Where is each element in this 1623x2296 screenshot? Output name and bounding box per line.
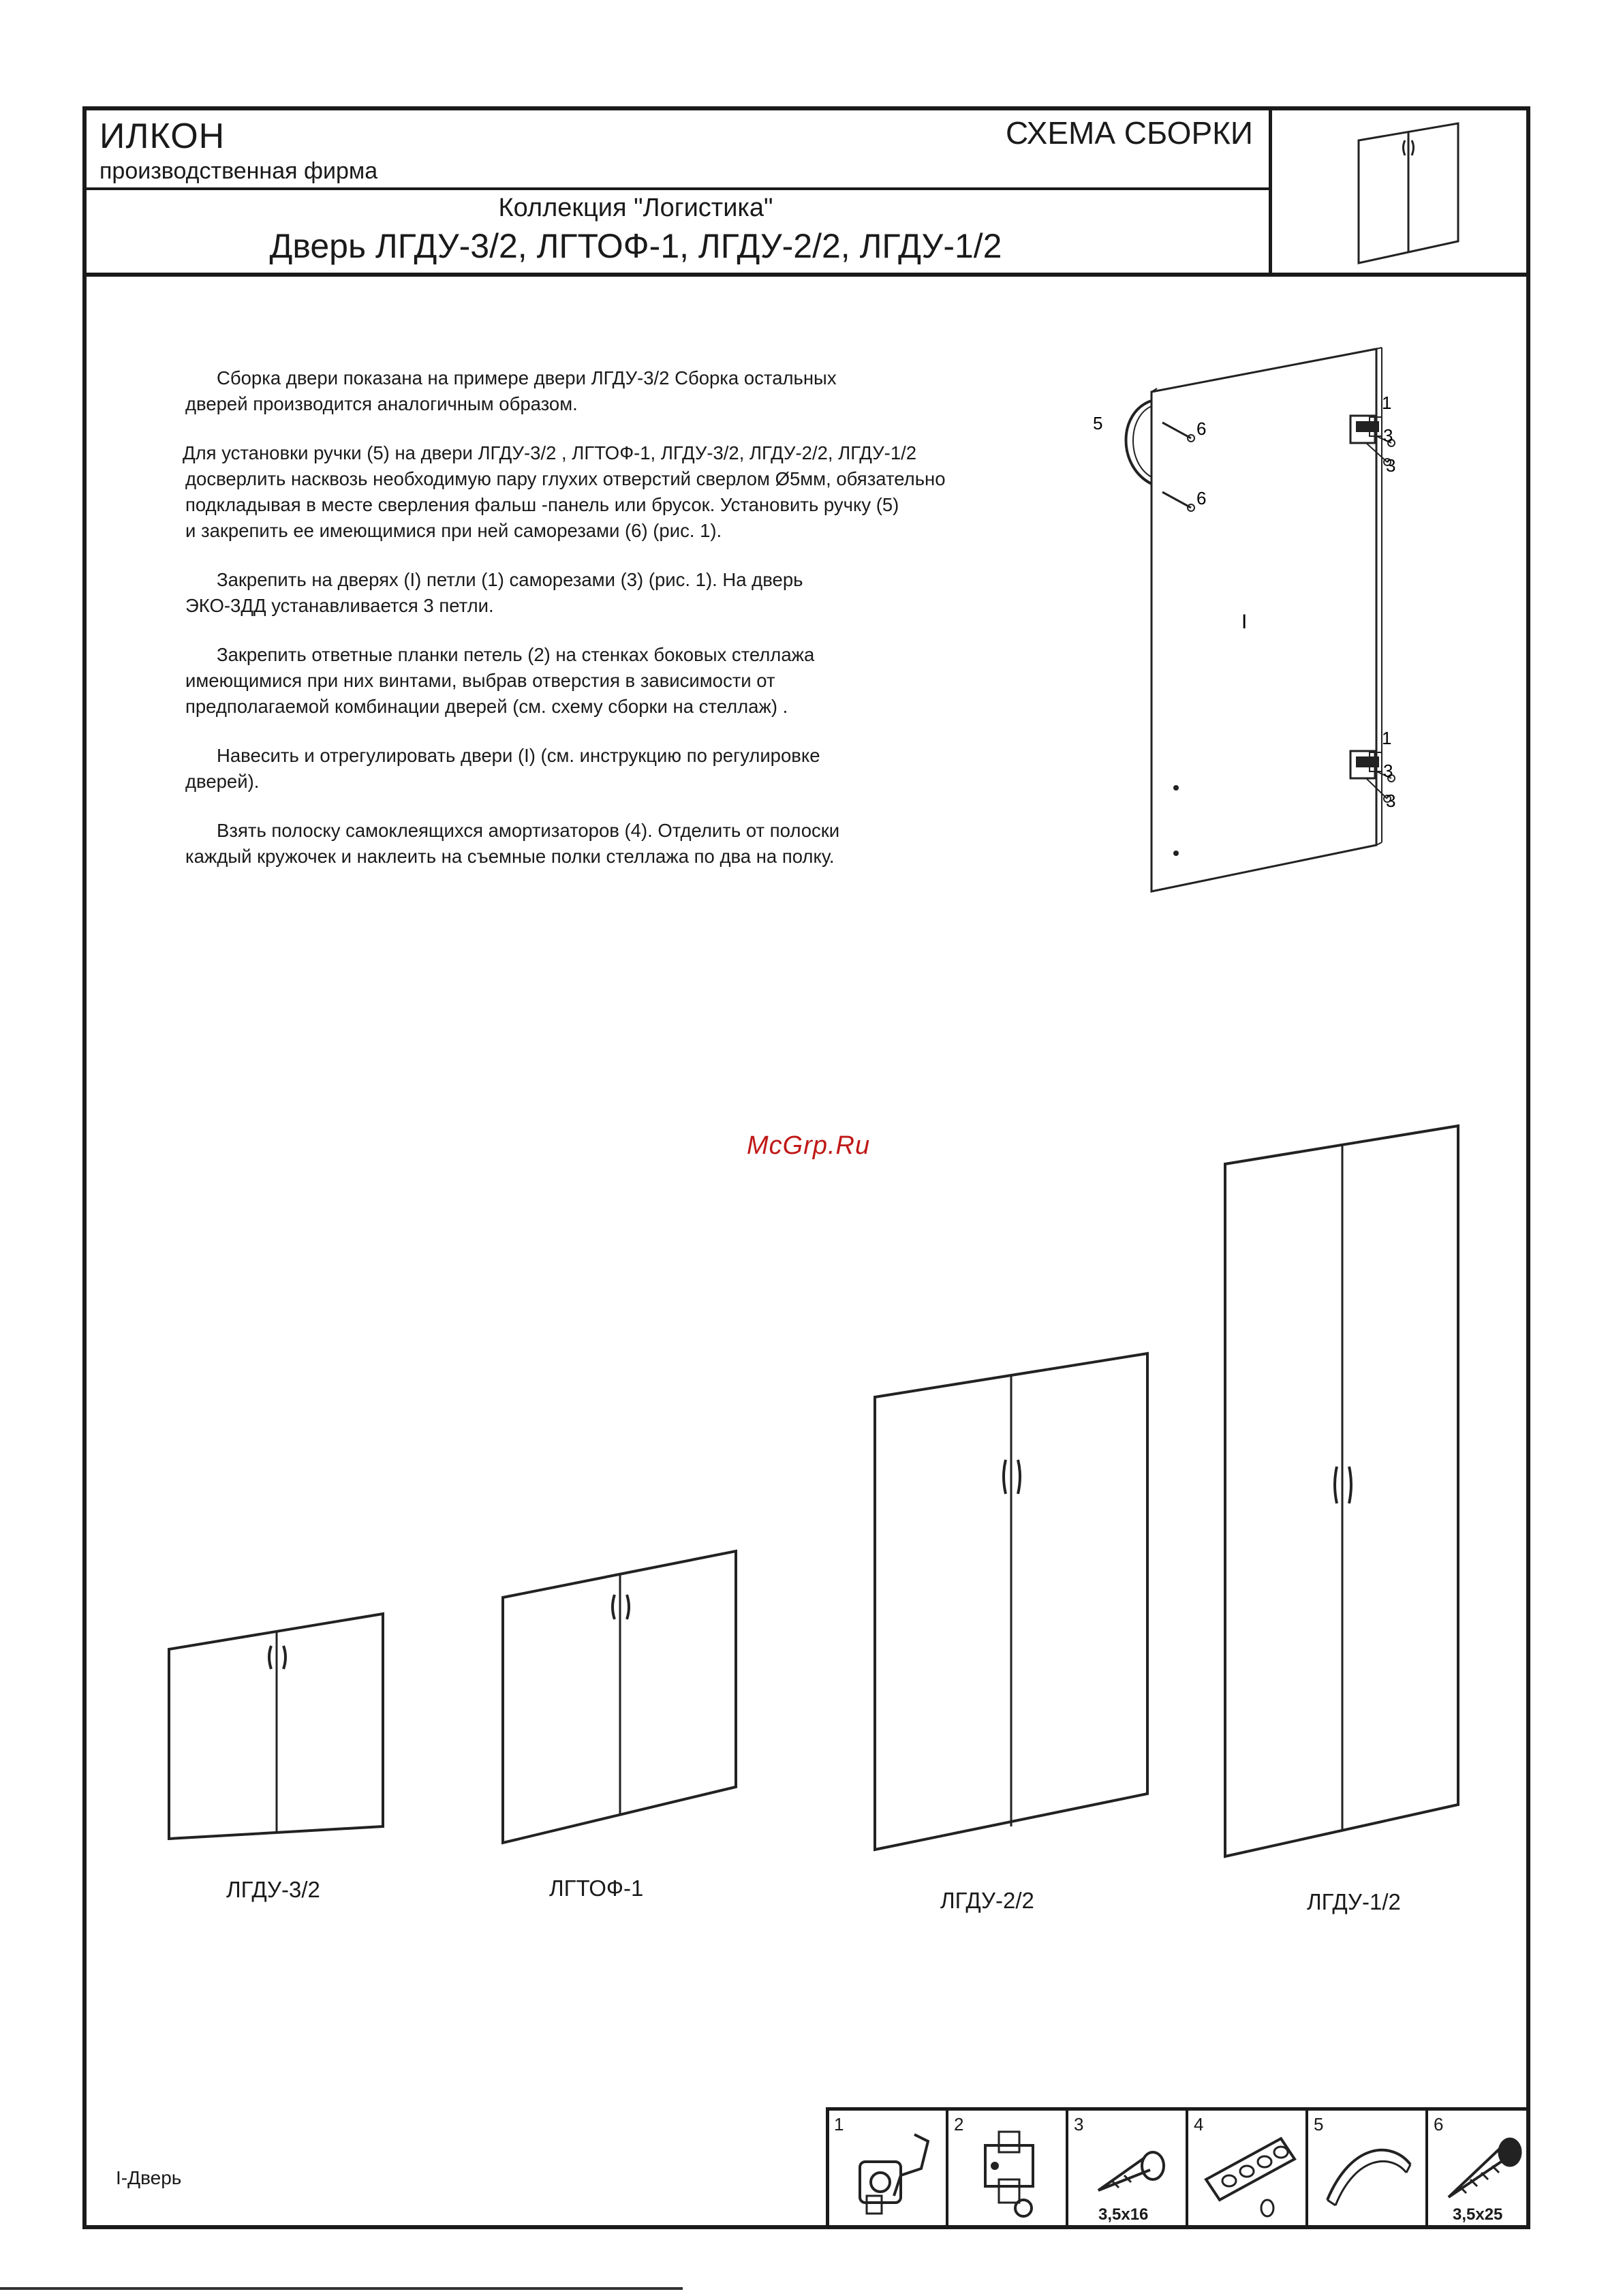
fig-label-hinge-screw: 3 — [1386, 791, 1396, 811]
screw-icon — [1085, 2145, 1180, 2200]
hinge-icon — [846, 2128, 935, 2223]
fig-label-screw: 6 — [1196, 488, 1207, 508]
door-label: ЛГДУ-3/2 — [226, 1877, 320, 1902]
company-name: ИЛКОН — [99, 117, 226, 156]
header-divider — [82, 187, 1271, 190]
instruction-line: Для установки ручки (5) на двери ЛГДУ-3/2 , ЛГТОФ-1, ЛГДУ-3/2, ЛГДУ-2/2, ЛГДУ-1/2 — [183, 442, 917, 463]
instruction-line: ЭКО-3ДД устанавливается 3 петли. — [185, 595, 494, 616]
handle-icon — [1318, 2134, 1420, 2216]
part-number: 1 — [834, 2114, 844, 2134]
part-caption: 3,5x16 — [1098, 2205, 1149, 2224]
instruction-line: и закрепить ее имеющимися при ней саморезами (6) (рис. 1). — [185, 520, 722, 541]
long-screw-icon — [1439, 2132, 1528, 2207]
door-assembly-figure — [1077, 341, 1458, 906]
fig-label-handle: 5 — [1093, 413, 1103, 433]
instruction-line: дверей производится аналогичным образом. — [185, 393, 578, 414]
part-number: 4 — [1194, 2114, 1204, 2134]
page-bottom-rule — [0, 2287, 683, 2290]
door-label: ЛГДУ-1/2 — [1307, 1889, 1401, 1914]
instruction-line: досверлить насквозь необходимую пару глухих отверстий сверлом Ø5мм, обязательно — [185, 468, 946, 489]
instruction-line: предполагаемой комбинации дверей (см. схему сборки на стеллаж) . — [185, 696, 788, 717]
instruction-line: Закрепить ответные планки петель (2) на стенках боковых стеллажа — [217, 644, 815, 665]
instruction-line: каждый кружочек и наклеить на съемные полки стеллажа по два на полку. — [185, 846, 835, 867]
company-subtitle: производственная фирма — [99, 158, 378, 184]
damper-strip-icon — [1199, 2132, 1301, 2220]
instruction-line: Навесить и отрегулировать двери (I) (см. инструкцию по регулировке — [217, 745, 820, 766]
door-lgtof-1 — [500, 1548, 739, 1848]
part-caption: 3,5x25 — [1453, 2205, 1503, 2224]
door-lgdu-3-2 — [166, 1608, 391, 1847]
fig-label-hinge-screw: 3 — [1383, 761, 1393, 781]
part-number: 5 — [1314, 2114, 1324, 2134]
collection-title: Коллекция "Логистика" — [498, 194, 773, 222]
hinge-plate-icon — [965, 2125, 1060, 2224]
part-number: 3 — [1074, 2114, 1084, 2134]
door-lgdu-1-2 — [1222, 1123, 1461, 1859]
instruction-line: Взять полоску самоклеящихся амортизаторов (4). Отделить от полоски — [217, 820, 840, 841]
door-lgdu-2-2 — [872, 1349, 1151, 1854]
instruction-line: Сборка двери показана на примере двери ЛГДУ-3/2 Сборка остальных — [217, 367, 837, 388]
fig-label-screw: 6 — [1196, 418, 1207, 439]
instruction-line: подкладывая в месте сверления фальш -панель или брусок. Установить ручку (5) — [185, 494, 899, 515]
door-label: ЛГТОФ-1 — [549, 1876, 644, 1901]
fig-label-hinge-screw: 3 — [1386, 455, 1396, 476]
fig-label-hinge-screw: 3 — [1383, 425, 1393, 446]
fig-label-hinge: 1 — [1382, 728, 1392, 748]
header-bottom-rule — [82, 273, 1530, 277]
part-number: 6 — [1434, 2114, 1444, 2134]
instruction-line: дверей). — [185, 771, 260, 792]
legend-door: I-Дверь — [116, 2167, 182, 2188]
part-number: 2 — [954, 2114, 964, 2134]
door-label: ЛГДУ-2/2 — [940, 1888, 1034, 1913]
door-thumbnail-icon — [1356, 120, 1479, 270]
page-title: Дверь ЛГДУ-3/2, ЛГТОФ-1, ЛГДУ-2/2, ЛГДУ-1/2 — [269, 227, 1002, 265]
instruction-line: Закрепить на дверях (I) петли (1) саморезами (3) (рис. 1). На дверь — [217, 569, 803, 590]
handle-icon — [1126, 401, 1152, 484]
assembly-instructions — [185, 365, 1085, 870]
fig-label-door: I — [1241, 611, 1248, 633]
schema-title: СХЕМА СБОРКИ — [1006, 115, 1253, 151]
watermark: McGrp.Ru — [747, 1131, 871, 1160]
instruction-line: имеющимися при них винтами, выбрав отверстия в зависимости от — [185, 670, 775, 691]
parts-table — [826, 2107, 1530, 2229]
fig-label-hinge: 1 — [1382, 393, 1392, 413]
